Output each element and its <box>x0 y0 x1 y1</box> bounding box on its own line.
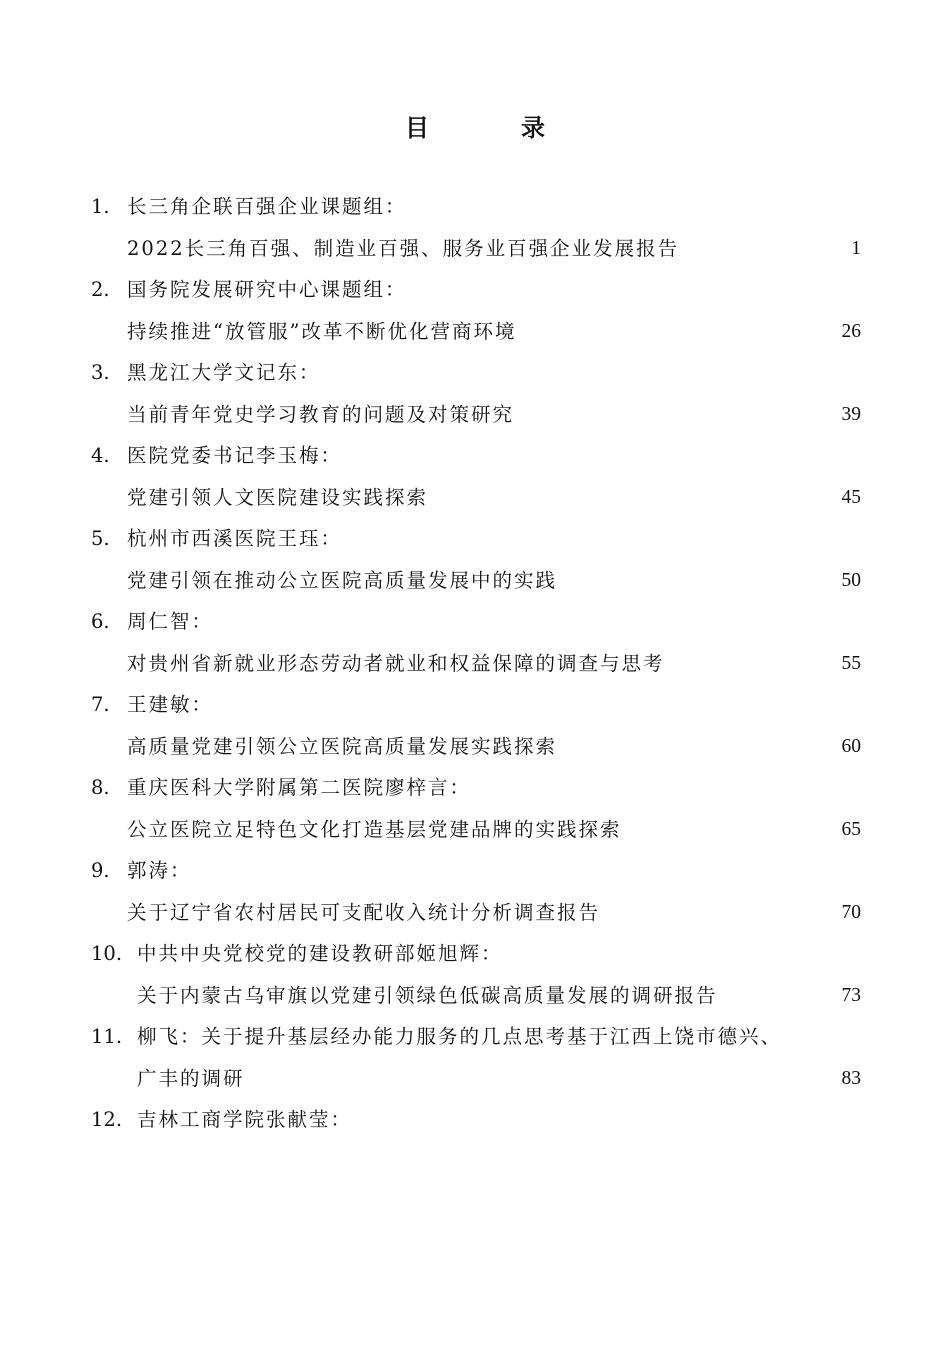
toc-entry-title-line[interactable] <box>91 311 861 353</box>
toc-entry-author-line <box>91 684 861 726</box>
entry-page-number: 65 <box>841 818 861 840</box>
toc-entry-author-line <box>91 186 861 228</box>
toc-entry-author-line <box>91 435 861 477</box>
entry-author: 吉林工商学院张献莹： <box>137 1108 353 1131</box>
entry-number: 3. <box>91 361 110 384</box>
entry-title: 当前青年党史学习教育的问题及对策研究 <box>127 402 515 426</box>
entry-page-number: 73 <box>841 984 861 1006</box>
entry-number: 7. <box>91 693 110 716</box>
toc-entry-title-line[interactable] <box>91 228 861 270</box>
entry-author: 医院党委书记李玉梅： <box>127 444 343 467</box>
toc-entry-title-line[interactable] <box>91 809 861 851</box>
entry-number: 1. <box>91 195 110 218</box>
table-of-contents <box>91 186 861 1141</box>
entry-page-number: 55 <box>841 652 861 674</box>
toc-entry-title-line[interactable] <box>91 1058 861 1100</box>
entry-title: 公立医院立足特色文化打造基层党建品牌的实践探索 <box>127 817 622 841</box>
entry-number: 10. <box>91 942 123 965</box>
entry-number: 12. <box>91 1108 123 1131</box>
entry-title: 2022长三角百强、制造业百强、服务业百强企业发展报告 <box>127 236 680 260</box>
toc-entry-author-line <box>91 933 861 975</box>
toc-entry-title-line[interactable] <box>91 975 861 1017</box>
toc-entry-title-line[interactable] <box>91 726 861 768</box>
entry-page-number: 70 <box>841 901 861 923</box>
entry-title: 关于内蒙古乌审旗以党建引领绿色低碳高质量发展的调研报告 <box>137 983 718 1007</box>
entry-number: 11. <box>91 1025 123 1048</box>
toc-entry-author-line <box>91 1099 861 1141</box>
toc-entry-author-line <box>91 767 861 809</box>
entry-author: 杭州市西溪医院王珏： <box>127 527 343 550</box>
entry-number: 4. <box>91 444 110 467</box>
entry-author: 周仁智： <box>127 610 214 633</box>
toc-title: 目 录 <box>405 113 579 142</box>
toc-entry-author-line <box>91 601 861 643</box>
toc-entry-title-line[interactable] <box>91 394 861 436</box>
entry-page-number: 60 <box>841 735 861 757</box>
entry-number: 6. <box>91 610 110 633</box>
entry-author: 长三角企联百强企业课题组： <box>127 195 407 218</box>
toc-entry-title-line[interactable] <box>91 892 861 934</box>
entry-page-number: 83 <box>841 1067 861 1089</box>
entry-number: 9. <box>91 859 110 882</box>
entry-number: 2. <box>91 278 110 301</box>
entry-author: 国务院发展研究中心课题组： <box>127 278 407 301</box>
entry-page-number: 50 <box>841 569 861 591</box>
toc-entry-author-line <box>91 850 861 892</box>
toc-entry-title-line[interactable] <box>91 477 861 519</box>
entry-title: 持续推进“放管服”改革不断优化营商环境 <box>127 319 517 343</box>
entry-author: 重庆医科大学附属第二医院廖梓言： <box>127 776 472 799</box>
entry-page-number: 45 <box>841 486 861 508</box>
toc-entry-title-line[interactable] <box>91 643 861 685</box>
toc-entry-author-line[interactable] <box>91 1016 861 1058</box>
entry-author: 柳飞：关于提升基层经办能力服务的几点思考基于江西上饶市德兴、 <box>137 1025 783 1048</box>
entry-author: 黑龙江大学文记东： <box>127 361 321 384</box>
entry-author: 郭涛： <box>127 859 192 882</box>
toc-entry-author-line <box>91 352 861 394</box>
entry-number: 5. <box>91 527 110 550</box>
entry-title: 党建引领在推动公立医院高质量发展中的实践 <box>127 568 558 592</box>
entry-title: 党建引领人文医院建设实践探索 <box>127 485 429 509</box>
entry-author: 王建敏： <box>127 693 214 716</box>
entry-title: 高质量党建引领公立医院高质量发展实践探索 <box>127 734 558 758</box>
toc-entry-author-line <box>91 269 861 311</box>
entry-page-number: 26 <box>841 320 861 342</box>
entry-title: 广丰的调研 <box>137 1066 245 1090</box>
entry-title: 关于辽宁省农村居民可支配收入统计分析调查报告 <box>127 900 601 924</box>
entry-number: 8. <box>91 776 110 799</box>
toc-entry-author-line <box>91 518 861 560</box>
toc-entry-title-line[interactable] <box>91 560 861 602</box>
entry-page-number: 39 <box>841 403 861 425</box>
entry-author: 中共中央党校党的建设教研部姬旭辉： <box>137 942 503 965</box>
entry-title: 对贵州省新就业形态劳动者就业和权益保障的调查与思考 <box>127 651 665 675</box>
entry-page-number: 1 <box>851 237 861 259</box>
